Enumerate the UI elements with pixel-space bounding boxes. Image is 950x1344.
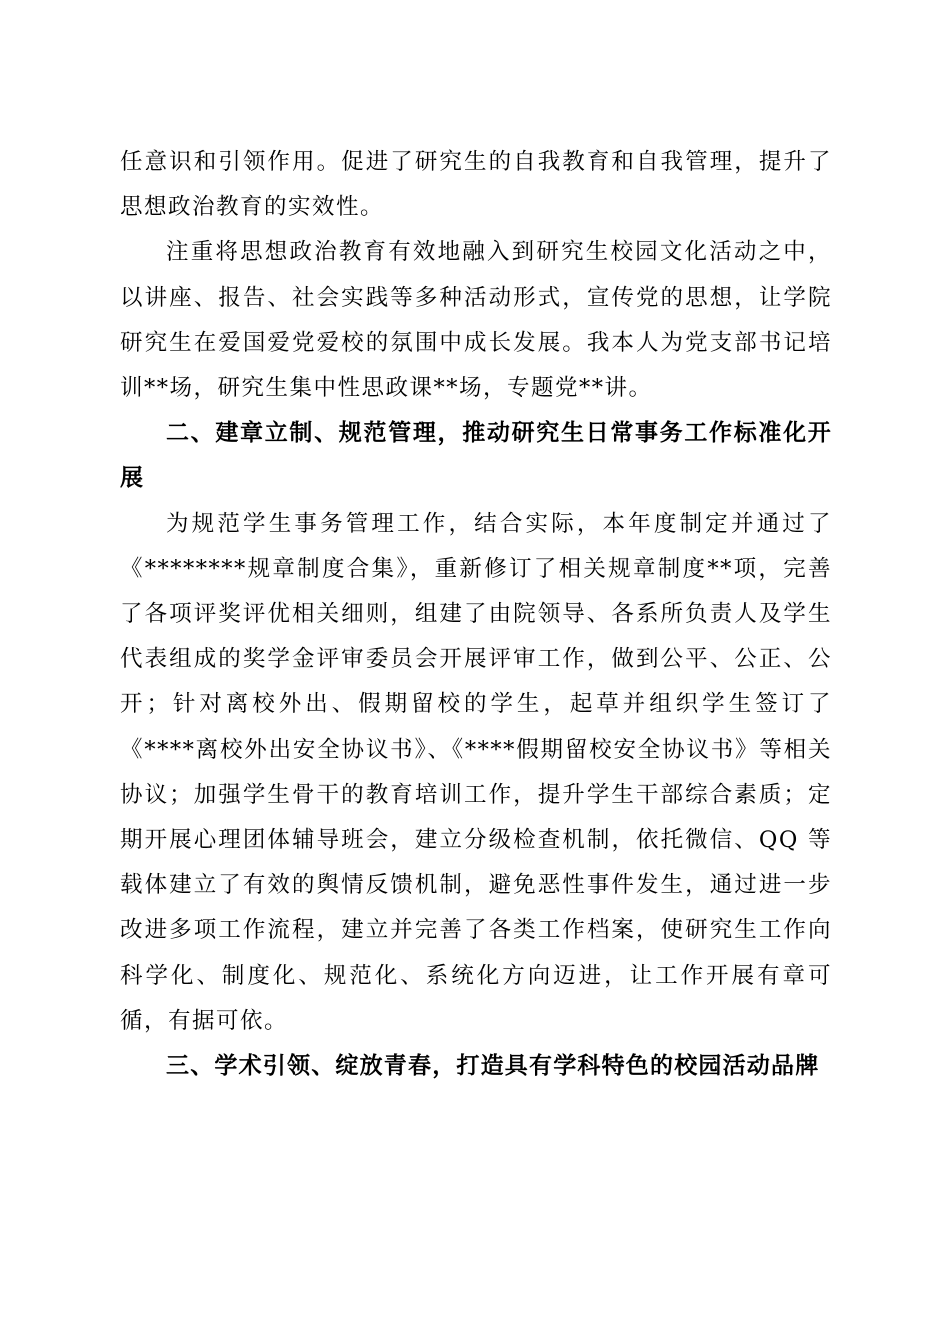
paragraph-ideological-education: 注重将思想政治教育有效地融入到研究生校园文化活动之中，以讲座、报告、社会实践等多种活动形式，宣传党的思想，让学院研究生在爱国爱党爱校的氛围中成长发展。我本人为党支部书记培训**场，研究生集中性思政课**场，专题党**讲。 [120, 239, 832, 402]
document-body [120, 140, 832, 1089]
section-heading-2: 二、建章立制、规范管理，推动研究生日常事务工作标准化开展 [120, 420, 832, 492]
section-heading-3: 三、学术引领、绽放青春，打造具有学科特色的校园活动品牌 [166, 1053, 820, 1080]
paragraph-regulations: 为规范学生事务管理工作，结合实际，本年度制定并通过了《********规章制度合集》，重新修订了相关规章制度**项，完善了各项评奖评优相关细则，组建了由院领导、各系所负责人及学生代表组成的奖学金评审委员会开展评审工作，做到公平、公正、公开；针对离校外出、假期留校的学生，起草并组织学生签订了《****离校外出安全协议书》、《****假期留校安全协议书》等相关协议；加强学生骨干的教育培训工作，提升学生干部综合素质；定期开展心理团体辅导班会，建立分级检查机制，依托微信、QQ 等载体建立了有效的舆情反馈机制，避免恶性事件发生，通过进一步改进多项工作流程，建立并完善了各类工作档案，使研究生工作向科学化、制度化、规范化、系统化方向迈进，让工作开展有章可循，有据可依。 [120, 510, 832, 1034]
paragraph-continuation: 任意识和引领作用。促进了研究生的自我教育和自我管理，提升了思想政治教育的实效性。 [120, 149, 832, 221]
